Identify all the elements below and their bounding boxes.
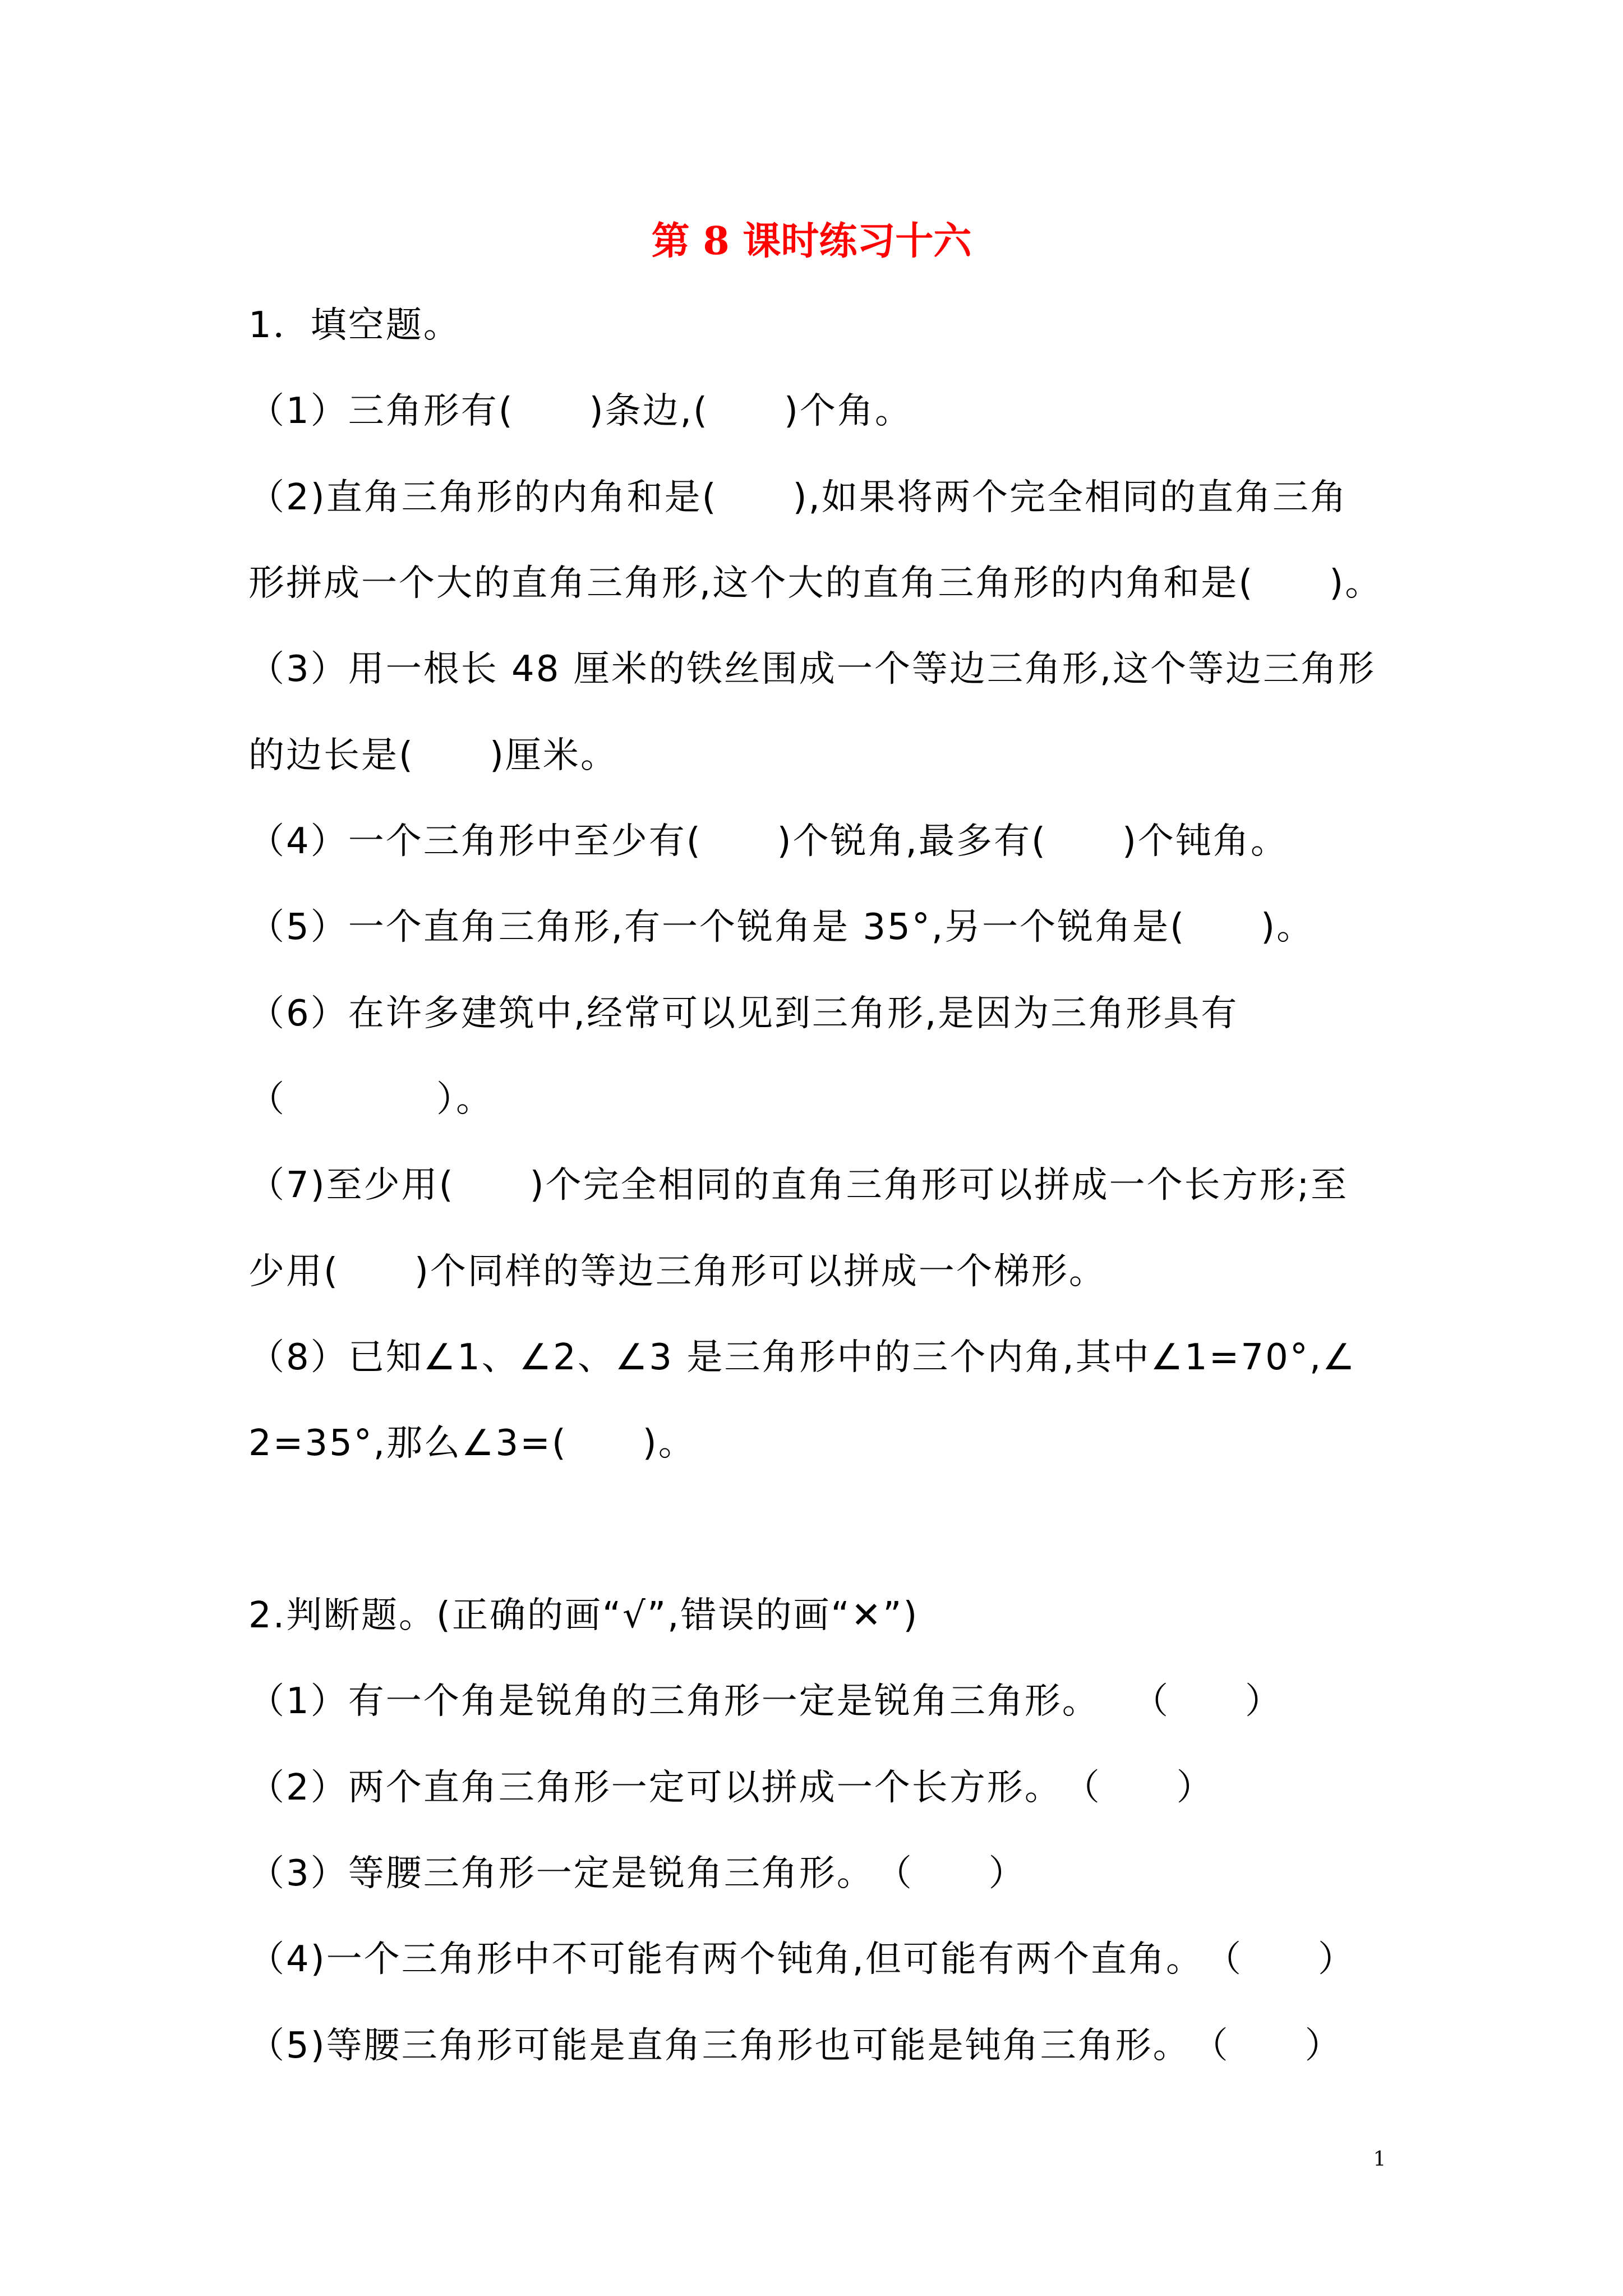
fill-blank-q2-line2: 形拼成一个大的直角三角形,这个大的直角三角形的内角和是( )。 (248, 563, 1383, 604)
fill-blank-q4: （4）一个三角形中至少有( )个锐角,最多有( )个钝角。 (248, 821, 1288, 862)
true-false-q5: （5)等腰三角形可能是直角三角形也可能是钝角三角形。 （ ） (248, 2025, 1343, 2067)
section-1-heading: 1．填空题。 (248, 305, 461, 346)
true-false-q3: （3）等腰三角形一定是锐角三角形。 （ ） (248, 1853, 1026, 1894)
page-number: 1 (1373, 2148, 1386, 2171)
fill-blank-q2-line1: （2)直角三角形的内角和是( ),如果将两个完全相同的直角三角 (248, 477, 1348, 518)
fill-blank-q3-line2: 的边长是( )厘米。 (248, 735, 618, 776)
page-title: 第 8 课时练习十六 (651, 219, 972, 264)
fill-blank-q3-line1: （3）用一根长 48 厘米的铁丝围成一个等边三角形,这个等边三角形 (248, 648, 1376, 690)
fill-blank-q6-line2: （ ）。 (248, 1079, 494, 1120)
section-2-heading: 2.判断题。(正确的画“√”,错误的画“✕”) (248, 1595, 919, 1636)
fill-blank-q7-line2: 少用( )个同样的等边三角形可以拼成一个梯形。 (248, 1251, 1106, 1292)
true-false-q1: （1）有一个角是锐角的三角形一定是锐角三角形。 （ ） (248, 1681, 1283, 1722)
true-false-q4: （4)一个三角形中不可能有两个钝角,但可能有两个直角。 （ ） (248, 1939, 1356, 1980)
fill-blank-q8-line2: 2=35°,那么∠3=( )。 (248, 1423, 696, 1464)
fill-blank-q5: （5）一个直角三角形,有一个锐角是 35°,另一个锐角是( )。 (248, 907, 1315, 948)
fill-blank-q8-line1: （8）已知∠1、∠2、∠3 是三角形中的三个内角,其中∠1=70°,∠ (248, 1337, 1357, 1378)
true-false-q2: （2）两个直角三角形一定可以拼成一个长方形。 （ ） (248, 1767, 1214, 1809)
fill-blank-q7-line1: （7)至少用( )个完全相同的直角三角形可以拼成一个长方形;至 (248, 1165, 1349, 1206)
fill-blank-q6-line1: （6）在许多建筑中,经常可以见到三角形,是因为三角形具有 (248, 993, 1239, 1034)
fill-blank-q1: （1）三角形有( )条边,( )个角。 (248, 390, 912, 432)
